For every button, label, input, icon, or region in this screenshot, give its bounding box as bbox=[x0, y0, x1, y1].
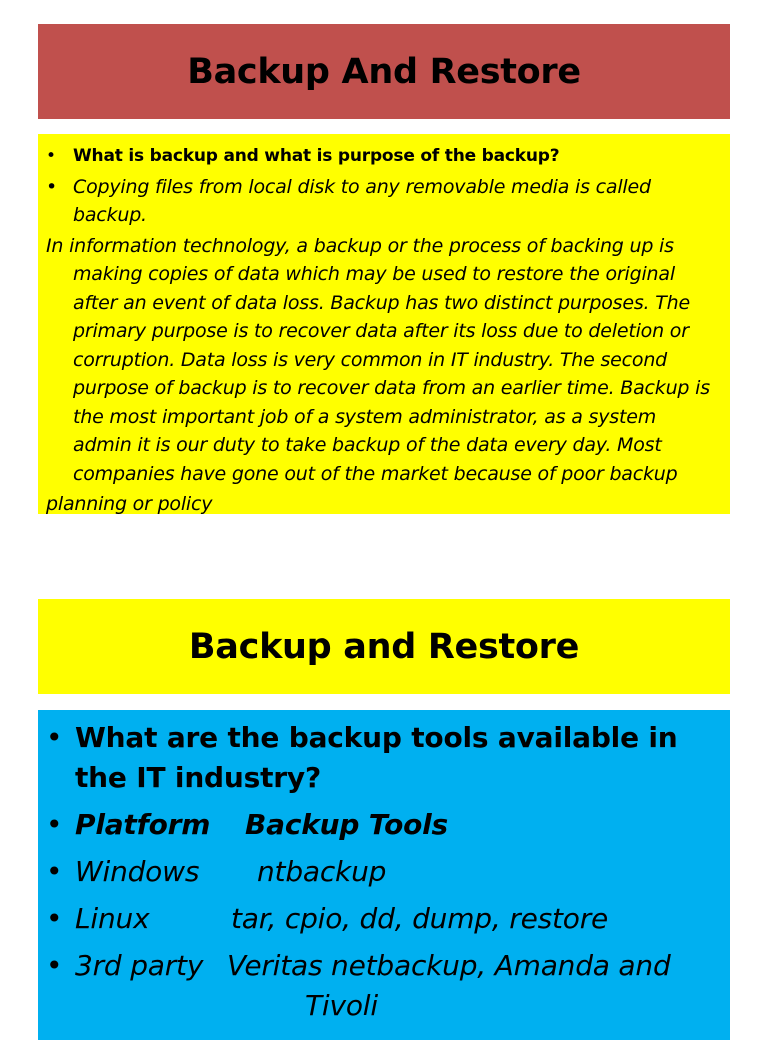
slide1-bullet-question-text: What is backup and what is purpose of the backup? bbox=[73, 146, 560, 166]
slide2-question-text: What are the backup tools available in the IT industry? bbox=[75, 721, 678, 794]
row-tools: Veritas netbackup, Amanda and bbox=[227, 949, 671, 982]
slide2-title bbox=[38, 599, 730, 694]
slide1-bullet-question bbox=[46, 142, 720, 171]
slide2-title-text: Backup and Restore bbox=[188, 626, 580, 667]
row-tools-continued: Tivoli bbox=[305, 989, 378, 1022]
slide1-body bbox=[38, 134, 730, 514]
slide2-row-third-party bbox=[46, 946, 718, 1026]
bullet-icon: • bbox=[46, 808, 63, 841]
slide2-bullet-header bbox=[46, 805, 718, 845]
bullet-icon: • bbox=[46, 855, 63, 888]
slide1-paragraph-tail: planning or policy bbox=[46, 493, 213, 515]
slide2-row-linux bbox=[46, 899, 718, 939]
bullet-icon: • bbox=[46, 146, 56, 166]
slide1-bullet-definition bbox=[46, 173, 720, 230]
header-platform: Platform bbox=[75, 808, 211, 841]
slide2-bullet-question bbox=[46, 718, 718, 798]
slide2-bullet-list bbox=[46, 718, 718, 1026]
header-tools: Backup Tools bbox=[245, 808, 449, 841]
slide1-paragraph: In information technology, a backup or the process of backing up is making copies of data which may be used to restore the original after an event of data loss. Backup has two distinct purposes. The primary purpose is to recover data after its loss due to deletion or corruption. Data loss is very common in IT industry. The second purpose of backup is to recover data from an earlier time. Backup is the most important job of a system administrator, as a system admin it is our duty to take backup of the data every day. Most companies have gone out of the market because of poor backup bbox=[46, 234, 710, 485]
row-tools: tar, cpio, dd, dump, restore bbox=[231, 902, 609, 935]
row-platform: 3rd party bbox=[75, 949, 204, 982]
row-platform: Windows bbox=[75, 855, 200, 888]
bullet-icon: • bbox=[46, 902, 63, 935]
slide1-title bbox=[38, 24, 730, 119]
row-platform: Linux bbox=[75, 902, 150, 935]
row-tools: ntbackup bbox=[257, 855, 387, 888]
bullet-icon: • bbox=[46, 949, 63, 982]
bullet-icon: • bbox=[46, 175, 58, 198]
slide2-row-windows bbox=[46, 852, 718, 892]
slide1-bullet-definition-text: Copying files from local disk to any removable media is called backup. bbox=[73, 175, 651, 226]
slide2-body bbox=[38, 710, 730, 1040]
bullet-icon: • bbox=[46, 721, 63, 754]
slide1-bullet-list bbox=[46, 142, 720, 230]
slide1-title-text: Backup And Restore bbox=[187, 51, 581, 92]
